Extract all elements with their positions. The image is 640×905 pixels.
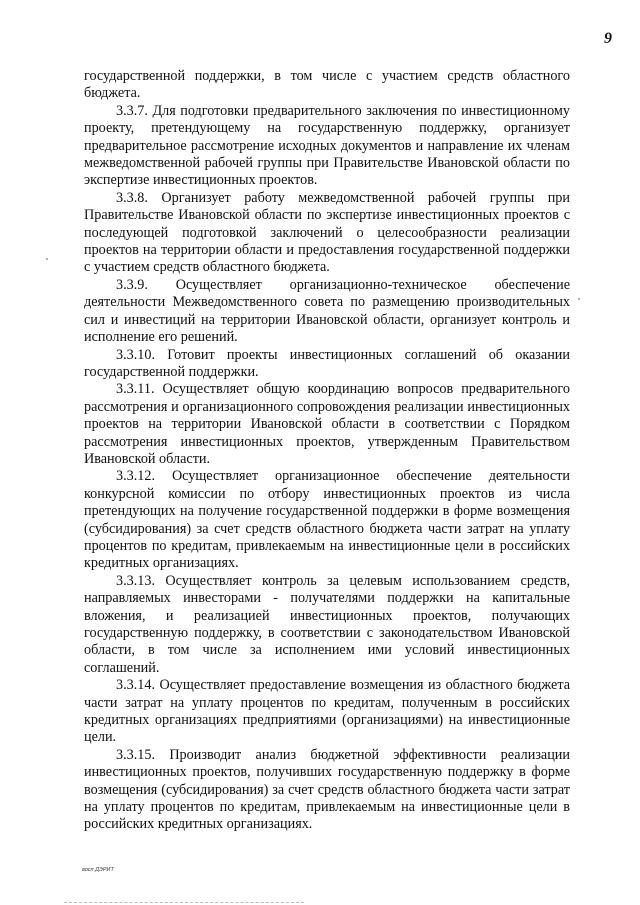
document-body <box>84 68 570 834</box>
scan-speck <box>46 258 48 260</box>
paragraph-3-3-8: 3.3.8. Организует работу межведомственной рабочей группы при Правительстве Ивановской области по экспертизе инвестиционных проектов с последующей подготовкой заключений о целесообразности реализации проектов на территории области и предоставления государственной поддержки с участием средств областного бюджета. <box>84 189 570 276</box>
paragraph-3-3-15: 3.3.15. Производит анализ бюджетной эффективности реализации инвестиционных проектов, получивших государственную поддержку в форме возмещения (субсидирования) за счет средств областного бюджета части затрат на уплату процентов по кредитам, привлекаемым на инвестиционные цели в российских кредитных организациях. <box>84 746 570 833</box>
paragraph-3-3-13: 3.3.13. Осуществляет контроль за целевым использованием средств, направляемых инвесторами - получателями поддержки на капитальные вложения, и реализацией инвестиционных проектов, получающих государственную поддержку, в соответствии с законодательством Ивановской области, в том числе за исполнением ими условий инвестиционных соглашений. <box>84 572 570 676</box>
paragraph-continuation: государственной поддержки, в том числе с участием средств областного бюджета. <box>84 68 570 102</box>
paragraph-3-3-10: 3.3.10. Готовит проекты инвестиционных соглашений об оказании государственной поддержки. <box>84 346 570 380</box>
paragraph-3-3-12: 3.3.12. Осуществляет организационное обеспечение деятельности конкурсной комиссии по отбору инвестиционных проектов из числа претендующих на получение государственной поддержки в форме возмещения (субсидирования) за счет средств областного бюджета части затрат на уплату процентов по кредитам, привлекаемым на инвестиционные цели в российских кредитных организациях. <box>84 468 570 572</box>
scan-speck <box>578 298 580 300</box>
scan-artifact-line <box>64 902 304 903</box>
footer-document-code: восп ДЭРИТ <box>82 867 114 873</box>
paragraph-3-3-7: 3.3.7. Для подготовки предварительного заключения по инвестиционному проекту, претендующему на государственную поддержку, организует предварительное рассмотрение исходных документов и направление их членам межведомственной рабочей группы при Правительстве Ивановской области по экспертизе инвестиционных проектов. <box>84 102 570 189</box>
paragraph-3-3-11: 3.3.11. Осуществляет общую координацию вопросов предварительного рассмотрения и организационного сопровождения реализации инвестиционных проектов на территории Ивановской области в соответствии с Порядком рассмотрения инвестиционных проектов, утвержденным Правительством Ивановской области. <box>84 381 570 467</box>
paragraph-3-3-14: 3.3.14. Осуществляет предоставление возмещения из областного бюджета части затрат на уплату процентов по кредитам, полученным в российских кредитных организациях предприятиями (организациями) на инвестиционные цели. <box>84 677 570 746</box>
page-number: 9 <box>604 30 612 47</box>
paragraph-3-3-9: 3.3.9. Осуществляет организационно-техническое обеспечение деятельности Межведомственного совета по размещению производительных сил и инвестиций на территории Ивановской области, организует контроль и исполнение его решений. <box>84 276 570 346</box>
